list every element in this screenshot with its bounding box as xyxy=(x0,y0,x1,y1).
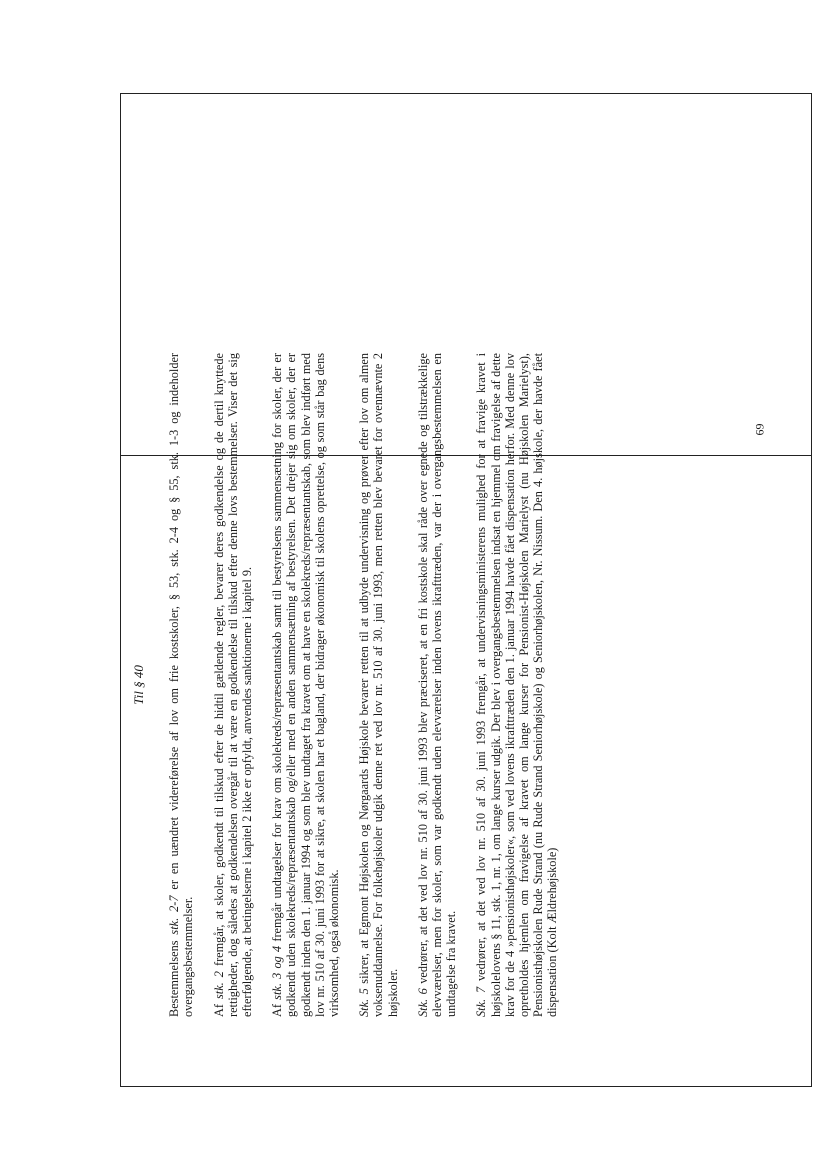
paragraph xyxy=(167,353,195,1017)
rotated-content xyxy=(120,93,560,1087)
paragraph xyxy=(270,353,341,1017)
text-run: vedrører, at det ved lov nr. 510 af 30. juni 1993 blev præciseret, at en fri kostskole skal råde over egnede og tilstrækkelige elevværelser, men for skoler, som var godkendt uden elevværelser inden lovens ikrafttræden, var der i overgangsbestemmelsen en undtagelse fra kravet. xyxy=(415,353,459,1017)
italic-run: stk. 2 xyxy=(211,971,226,999)
text-run: fremgår, at skoler, godkendt til tilskud efter de hidtil gældende regler, bevarer deres godkendelse og de dertil knyttede rettigheder, dog således at godkendelsen overgår til at være en godkendelse til tilskud efter denne lovs bestemmelser. Viser det sig efterfølgende, at betingelserne i kapitel 2 ikke er opfyldt, anvendes sanktionerne i kapitel 9. xyxy=(211,353,255,1017)
paragraph xyxy=(416,353,459,1017)
text-run: er en uændret videreførelse af lov om frie kostskoler, § 53, stk. 2-4 og § 55, stk. 1-3 og indeholder overgangsbestemmelser. xyxy=(167,352,196,1017)
text-run: vedrører, at det ved lov nr. 510 af 30. juni 1993 fremgår, at undervisningsministerens mulighed for at fravige kravet i højskolelovens § 11, stk. 1, nr. 1, om lange kurser udgik. Der blev i overgangsbestemmelsen indsat en hjemmel om fravigelse af dette krav for de 4 »pensionisthøjskoler«, som ved lovens ikrafttræden den 1. januar 1994 havde fået dispensation herfor. Med denne lov opretholdes hjemlen om fravigelse af kravet om lange kurser for Pensionist-Højskolen Marielyst (nu Højskolen Marielyst), Pensionisthøjskolen Rude Strand (nu Rude Strand Seniorhøjskole) og Seniorhøjskolen, Nr. Nissum. Den 4. højskole, der havde fået dispensation (Kolt Ældrehøjskole) xyxy=(474,353,560,1017)
paragraph xyxy=(212,353,255,1017)
paragraphs xyxy=(167,353,559,1017)
italic-run: Stk. 6 xyxy=(415,988,430,1017)
page-number: 69 xyxy=(752,423,767,436)
italic-run: stk. 2-7 xyxy=(167,895,182,935)
italic-run: stk. 3 og 4 xyxy=(270,945,285,1000)
section-title: Til § 40 xyxy=(131,665,146,705)
paragraph xyxy=(357,353,400,1017)
text-run: Af xyxy=(211,998,226,1017)
text-run: fremgår undtagelser for krav om skolekreds/repræsentantskab samt til bestyrelsens sammensætning for skoler, der er godkendt uden skolekreds/repræsentantskab og/eller med en anden sammensætning af bestyrelsen. Det drejer sig om skoler, der er godkendt inden den 1. januar 1994 og som blev undtaget fra kravet om at have en skolekreds/repræsentantskab, som blev indført med lov nr. 510 af 30. juni 1993 for at sikre, at skolen har et bagland, der bidrager økonomisk til skolens oprettelse, og som står bag dens virksomhed, også økonomisk. xyxy=(270,353,342,1017)
italic-run: Stk. 7 xyxy=(474,986,489,1017)
text-run: Bestemmelsens xyxy=(167,934,182,1017)
text-run: sikrer, at Egmont Højskolen og Nørgaards Højskole bevarer retten til at udbyde undervisning og prøver efter lov om almen voksenuddannelse. For folkehøjskoler udgik denne ret ved lov nr. 510 af 30. juni 1993, men retten blev bevaret for ovennævnte 2 højskoler. xyxy=(357,353,400,1017)
italic-run: Stk. 5 xyxy=(357,988,372,1017)
paragraph xyxy=(474,353,559,1017)
text-column xyxy=(120,93,560,1087)
text-run: Af xyxy=(270,999,285,1017)
